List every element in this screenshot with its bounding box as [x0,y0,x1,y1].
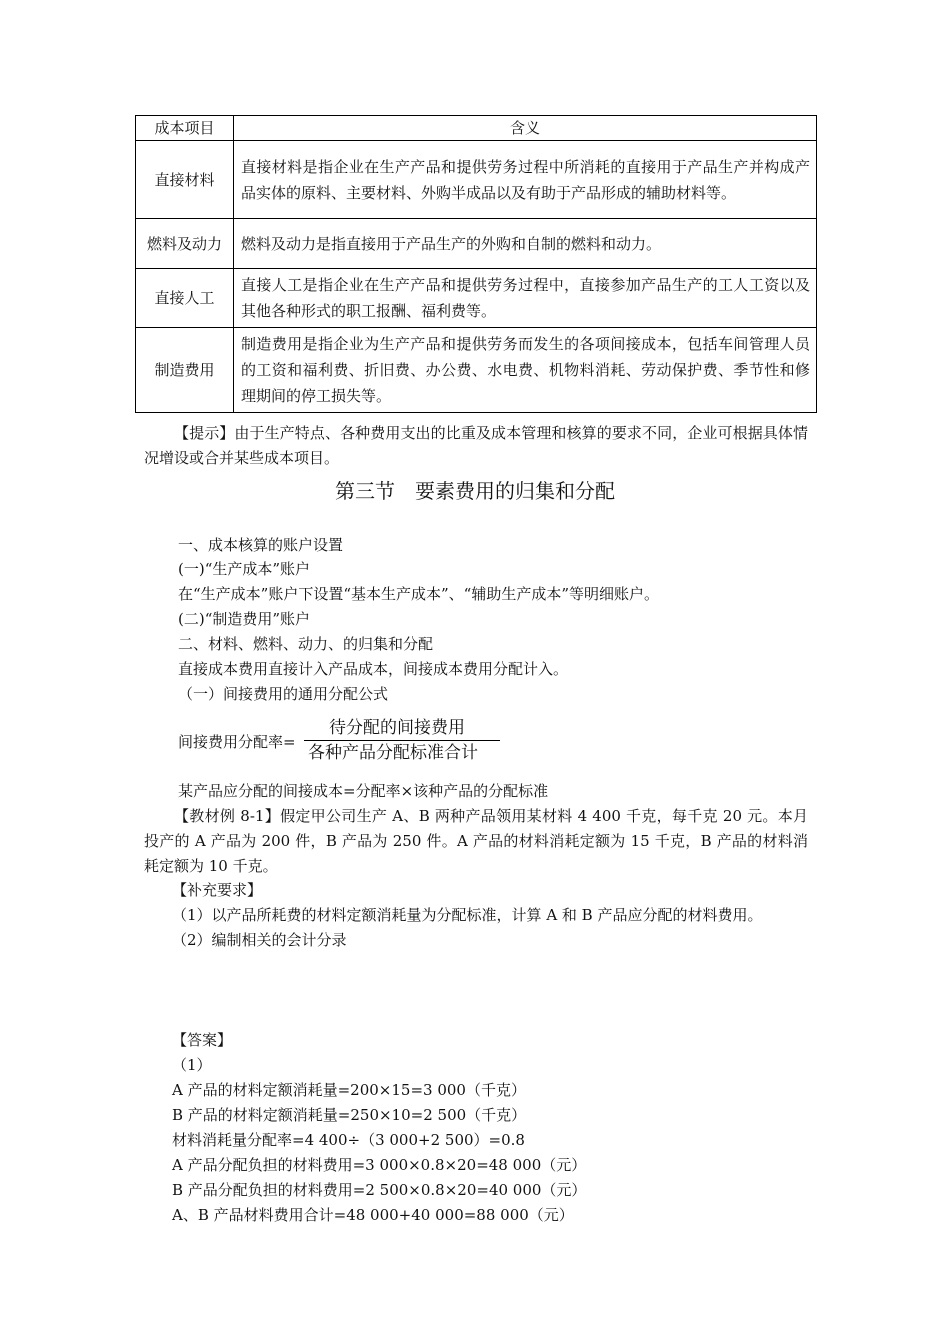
example-paragraph: 【教材例 8-1】假定甲公司生产 A、B 两种产品领用某材料 4 400 千克，每千克 20 元。本月投产的 A 产品为 200 件，B 产品为 250 件。A 产品的材料消耗定额为 15 千克，B 产品的材料消耗定额为 10 千克。 [144,807,808,875]
formula-lhs: 间接费用分配率= [178,733,296,751]
column-header-meaning: 含义 [234,116,817,141]
answer-line: A、B 产品材料费用合计=48 000+40 000=88 000（元） [172,1206,574,1224]
table-header-row [136,116,817,141]
answer-title: 【答案】 [172,1031,233,1049]
table-row [136,141,817,219]
fraction-bar [304,740,500,741]
cost-item-meaning: 燃料及动力是指直接用于产品生产的外购和自制的燃料和动力。 [234,219,817,269]
outline-subheading: (二)“制造费用”账户 [178,610,311,628]
outline-subheading: （一）间接费用的通用分配公式 [178,685,389,703]
formula-numerator: 待分配的间接费用 [329,718,465,738]
column-header-item: 成本项目 [136,116,234,141]
cost-items-table [135,115,817,413]
answer-line: 材料消耗量分配率=4 400÷（3 000+2 500）=0.8 [172,1131,525,1149]
requirement-item: （1）以产品所耗费的材料定额消耗量为分配标准，计算 A 和 B 产品应分配的材料费用。 [172,906,763,924]
answer-line: A 产品的材料定额消耗量=200×15=3 000（千克） [172,1081,526,1099]
cost-item-meaning: 制造费用是指企业为生产产品和提供劳务而发生的各项间接成本，包括车间管理人员的工资和福利费、折旧费、办公费、水电费、机物料消耗、劳动保护费、季节性和修理期间的停工损失等。 [234,328,817,413]
answer-line: B 产品分配负担的材料费用=2 500×0.8×20=40 000（元） [172,1181,587,1199]
outline-heading: 二、材料、燃料、动力、的归集和分配 [178,635,434,653]
cost-item-meaning: 直接人工是指企业在生产产品和提供劳务过程中，直接参加产品生产的工人工资以及其他各种形式的职工报酬、福利费等。 [234,269,817,328]
tip-paragraph: 【提示】由于生产特点、各种费用支出的比重及成本管理和核算的要求不同，企业可根据具体情况增设或合并某些成本项目。 [144,424,808,467]
cost-item-name: 制造费用 [136,328,234,413]
outline-subheading: (一)“生产成本”账户 [178,560,311,578]
table-row [136,219,817,269]
section-title: 第三节 要素费用的归集和分配 [335,479,615,503]
cost-item-name: 燃料及动力 [136,219,234,269]
outline-heading: 一、成本核算的账户设置 [178,536,344,554]
answer-line: A 产品分配负担的材料费用=3 000×0.8×20=48 000（元） [172,1156,587,1174]
table-row [136,269,817,328]
cost-item-name: 直接材料 [136,141,234,219]
formula-denominator: 各种产品分配标准合计 [308,743,478,763]
allocated-cost-formula: 某产品应分配的间接成本=分配率×该种产品的分配标准 [178,782,549,800]
answer-line: （1） [172,1056,212,1074]
cost-item-meaning: 直接材料是指企业在生产产品和提供劳务过程中所消耗的直接用于产品生产并构成产品实体的原料、主要材料、外购半成品以及有助于产品形成的辅助材料等。 [234,141,817,219]
outline-text: 直接成本费用直接计入产品成本，间接成本费用分配计入。 [178,660,569,678]
table-row [136,328,817,413]
outline-text: 在“生产成本”账户下设置“基本生产成本”、“辅助生产成本”等明细账户。 [178,585,660,603]
requirement-item: （2）编制相关的会计分录 [172,931,347,949]
cost-item-name: 直接人工 [136,269,234,328]
answer-line: B 产品的材料定额消耗量=250×10=2 500（千克） [172,1106,527,1124]
requirements-title: 【补充要求】 [172,881,263,899]
